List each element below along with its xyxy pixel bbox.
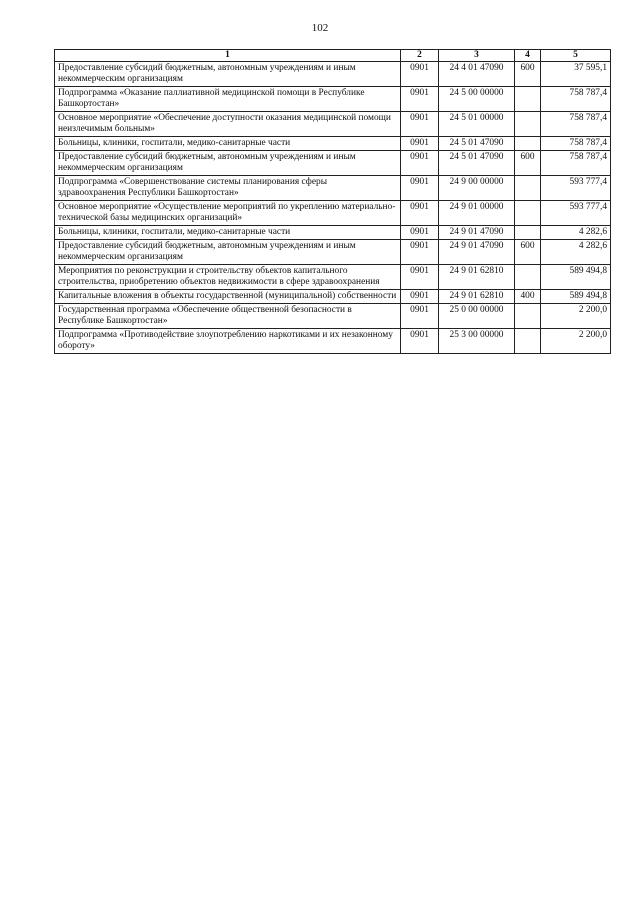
table-row — [55, 137, 611, 151]
row-section-cell: 0901 — [401, 176, 439, 201]
row-amount-cell: 37 595,1 — [541, 62, 611, 87]
row-section-cell: 0901 — [401, 62, 439, 87]
column-header-name: 1 — [55, 50, 401, 62]
row-expense-type-cell: 600 — [515, 240, 541, 265]
row-expense-type-cell: 600 — [515, 151, 541, 176]
table-row — [55, 240, 611, 265]
column-header-target-article: 3 — [439, 50, 515, 62]
row-target-article-cell: 24 5 01 47090 — [439, 151, 515, 176]
table-row — [55, 176, 611, 201]
row-amount-cell: 758 787,4 — [541, 137, 611, 151]
row-expense-type-cell — [515, 176, 541, 201]
row-name-cell: Подпрограмма «Совершенствование системы планирования сферы здравоохранения Республики Башкортостан» — [55, 176, 401, 201]
row-name-cell: Подпрограмма «Противодействие злоупотреблению наркотиками и их незаконному обороту» — [55, 329, 401, 354]
budget-table — [54, 49, 611, 354]
row-name-cell: Предоставление субсидий бюджетным, автономным учреждениям и иным некоммерческим организациям — [55, 62, 401, 87]
row-section-cell: 0901 — [401, 240, 439, 265]
row-amount-cell: 758 787,4 — [541, 151, 611, 176]
table-row — [55, 304, 611, 329]
row-section-cell: 0901 — [401, 87, 439, 112]
row-name-cell: Основное мероприятие «Обеспечение доступности оказания медицинской помощи неизлечимым больным» — [55, 112, 401, 137]
row-target-article-cell: 24 9 00 00000 — [439, 176, 515, 201]
table-row — [55, 62, 611, 87]
row-target-article-cell: 25 3 00 00000 — [439, 329, 515, 354]
row-section-cell: 0901 — [401, 329, 439, 354]
row-expense-type-cell — [515, 201, 541, 226]
row-target-article-cell: 24 9 01 47090 — [439, 240, 515, 265]
row-section-cell: 0901 — [401, 112, 439, 137]
row-amount-cell: 589 494,8 — [541, 265, 611, 290]
row-section-cell: 0901 — [401, 137, 439, 151]
table-body — [55, 62, 611, 354]
table-header-row — [55, 50, 611, 62]
row-expense-type-cell — [515, 226, 541, 240]
row-section-cell: 0901 — [401, 226, 439, 240]
row-target-article-cell: 24 9 01 47090 — [439, 226, 515, 240]
row-target-article-cell: 24 5 01 47090 — [439, 137, 515, 151]
row-target-article-cell: 24 5 00 00000 — [439, 87, 515, 112]
column-header-section: 2 — [401, 50, 439, 62]
row-name-cell: Подпрограмма «Оказание паллиативной медицинской помощи в Республике Башкортостан» — [55, 87, 401, 112]
row-name-cell: Основное мероприятие «Осуществление мероприятий по укреплению материально-технической базы медицинских организаций» — [55, 201, 401, 226]
table-row — [55, 151, 611, 176]
row-section-cell: 0901 — [401, 290, 439, 304]
row-target-article-cell: 24 4 01 47090 — [439, 62, 515, 87]
row-expense-type-cell — [515, 87, 541, 112]
row-expense-type-cell — [515, 137, 541, 151]
row-amount-cell: 4 282,6 — [541, 240, 611, 265]
row-target-article-cell: 24 9 01 62810 — [439, 265, 515, 290]
row-amount-cell: 593 777,4 — [541, 201, 611, 226]
row-section-cell: 0901 — [401, 151, 439, 176]
row-section-cell: 0901 — [401, 201, 439, 226]
row-name-cell: Больницы, клиники, госпитали, медико-санитарные части — [55, 226, 401, 240]
row-name-cell: Государственная программа «Обеспечение общественной безопасности в Республике Башкортостан» — [55, 304, 401, 329]
table-row — [55, 329, 611, 354]
row-amount-cell: 593 777,4 — [541, 176, 611, 201]
row-amount-cell: 758 787,4 — [541, 112, 611, 137]
page-number: 102 — [311, 22, 329, 34]
row-name-cell: Предоставление субсидий бюджетным, автономным учреждениям и иным некоммерческим организациям — [55, 151, 401, 176]
table-row — [55, 87, 611, 112]
row-name-cell: Больницы, клиники, госпитали, медико-санитарные части — [55, 137, 401, 151]
table-row — [55, 290, 611, 304]
row-amount-cell: 4 282,6 — [541, 226, 611, 240]
row-amount-cell: 2 200,0 — [541, 329, 611, 354]
row-name-cell: Капитальные вложения в объекты государственной (муниципальной) собственности — [55, 290, 401, 304]
row-expense-type-cell: 400 — [515, 290, 541, 304]
table-row — [55, 201, 611, 226]
row-target-article-cell: 24 5 01 00000 — [439, 112, 515, 137]
row-expense-type-cell: 600 — [515, 62, 541, 87]
row-section-cell: 0901 — [401, 304, 439, 329]
row-expense-type-cell — [515, 112, 541, 137]
row-amount-cell: 589 494,8 — [541, 290, 611, 304]
row-target-article-cell: 24 9 01 62810 — [439, 290, 515, 304]
table-row — [55, 265, 611, 290]
row-name-cell: Мероприятия по реконструкции и строительству объектов капитального строительства, приобретению объектов недвижимости в сфере здравоохранения — [55, 265, 401, 290]
row-name-cell: Предоставление субсидий бюджетным, автономным учреждениям и иным некоммерческим организациям — [55, 240, 401, 265]
row-expense-type-cell — [515, 265, 541, 290]
table-row — [55, 226, 611, 240]
row-expense-type-cell — [515, 304, 541, 329]
row-expense-type-cell — [515, 329, 541, 354]
row-section-cell: 0901 — [401, 265, 439, 290]
column-header-amount: 5 — [541, 50, 611, 62]
row-amount-cell: 2 200,0 — [541, 304, 611, 329]
row-amount-cell: 758 787,4 — [541, 87, 611, 112]
table-row — [55, 112, 611, 137]
row-target-article-cell: 25 0 00 00000 — [439, 304, 515, 329]
column-header-expense-type: 4 — [515, 50, 541, 62]
row-target-article-cell: 24 9 01 00000 — [439, 201, 515, 226]
